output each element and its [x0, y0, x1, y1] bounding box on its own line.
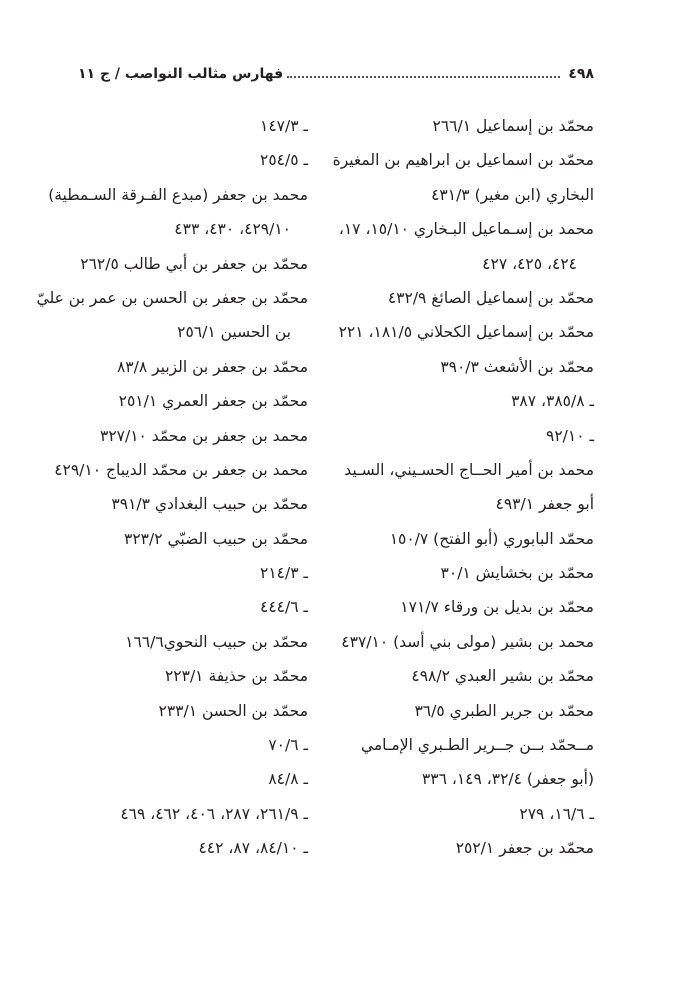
index-entry: محمّد بن جعفر ٢٥٢/١ — [455, 839, 594, 858]
index-entry: مــحمّد بــن جــرير الطـبري الإمـامي — [360, 736, 594, 755]
index-entry: محمّد بن اسماعيل بن ابراهيم بن المغيرة — [332, 151, 594, 170]
index-entry: محمّد بن إسماعيل الكحلاني ١٨١/٥، ٢٢١ — [338, 323, 594, 342]
index-subentry: ـ ٢١٤/٣ — [260, 564, 308, 583]
index-entry: محمد بن أمير الحــاج الحسـيني، السـيد — [344, 460, 594, 479]
index-entry-continuation: ٤٢٤، ٤٢٥، ٤٢٧ — [482, 254, 577, 273]
index-subentry: ـ ٨٤/٨ — [268, 770, 308, 789]
index-entry: محمّد بن جعفر بن الحسن بن عمر بن عليّ — [36, 288, 308, 307]
index-entry: محمّد بن بديل بن ورقاء ١٧١/٧ — [400, 598, 594, 617]
index-subentry: ـ ٣٨٥/٨، ٣٨٧ — [511, 392, 594, 411]
index-entry: محمّد بن إسماعيل ٢٦٦/١ — [432, 117, 594, 135]
index-entry: محمّد بن حذيفة ٢٢٣/١ — [164, 667, 308, 686]
index-entry: محمد بن إسـماعيل البـخاري ١٥/١٠، ١٧، — [338, 220, 594, 239]
index-subentry: ـ ٧٠/٦ — [268, 736, 308, 755]
index-entry: محمّد بن جعفر بن الزبير ٨٣/٨ — [116, 357, 308, 376]
index-entry: محمّد البابوري (أبو الفتح) ١٥٠/٧ — [389, 529, 594, 548]
index-subentry: ـ ٨٤/١٠، ٨٧، ٤٤٢ — [198, 839, 308, 858]
index-entry-continuation: بن الحسين ٢٥٦/١ — [177, 323, 291, 342]
index-entry: محمّد بن حبيب البغدادي ٣٩١/٣ — [111, 495, 308, 514]
index-entry: محمد بن جعفر (مبدع الفـرقة السـمطية) — [48, 185, 308, 204]
index-entry: محمّد بن جعفر العمري ٢٥١/١ — [118, 392, 308, 411]
index-subentry: ـ ٢٦١/٩، ٢٨٧، ٤٠٦، ٤٦٢، ٤٦٩ — [120, 804, 308, 823]
index-entry: محمّد بن حبيب الضبّي ٣٢٣/٢ — [124, 529, 308, 548]
dotted-leader — [287, 76, 560, 78]
index-entry: البخاري (ابن مغير) ٤٣١/٣ — [431, 185, 594, 204]
index-subentry: ـ ٢٥٤/٥ — [260, 151, 308, 170]
index-subentry: ـ ١٦/٦، ٢٧٩ — [519, 804, 594, 823]
index-entry: محمد بن جعفر بن محمّد الديباج ٤٢٩/١٠ — [54, 460, 308, 479]
index-entry: محمّد بن الأشعث ٣٩٠/٣ — [440, 357, 594, 376]
index-subentry: ـ ١٤٧/٣ — [260, 117, 308, 135]
index-subentry: ـ ٩٢/١٠ — [546, 426, 594, 445]
index-entry: محمّد بن جرير الطبري ٣٦/٥ — [414, 701, 594, 720]
running-header — [78, 62, 594, 86]
index-entry: محمّد بن الحسن ٢٣٣/١ — [158, 701, 308, 720]
running-title: فهارس مثالب النواصب / ج ١١ — [78, 66, 284, 82]
index-entry: محمد بن جعفر بن محمّد ٣٢٧/١٠ — [100, 426, 308, 445]
page-number: ٤٩٨ — [568, 66, 594, 82]
index-entry: محمّد بن جعفر بن أبي طالب ٢٦٢/٥ — [80, 254, 308, 273]
index-entry: محمّد بن إسماعيل الصائغ ٤٣٢/٩ — [387, 288, 594, 307]
index-entry: محمّد بن بشير العبدي ٤٩٨/٢ — [411, 667, 594, 686]
index-entry: محمّد بن حبيب النحوي١٦٦/٦ — [125, 632, 308, 651]
index-entry-continuation: ٤٢٩/١٠، ٤٣٠، ٤٣٣ — [174, 220, 291, 239]
index-entry-continuation: أبو جعفر ٤٩٣/١ — [495, 495, 594, 514]
index-entry-continuation: (أبو جعفر) ٣٢/٤، ١٤٩، ٣٣٦ — [421, 770, 594, 789]
index-column-right — [324, 112, 594, 869]
index-entry: محمّد بن بخشايش ٣٠/١ — [440, 564, 594, 583]
index-entry: محمد بن بشير (مولى بني أسد) ٤٣٧/١٠ — [341, 632, 594, 651]
index-subentry: ـ ٤٤٤/٦ — [260, 598, 308, 617]
index-column-left — [36, 112, 308, 869]
